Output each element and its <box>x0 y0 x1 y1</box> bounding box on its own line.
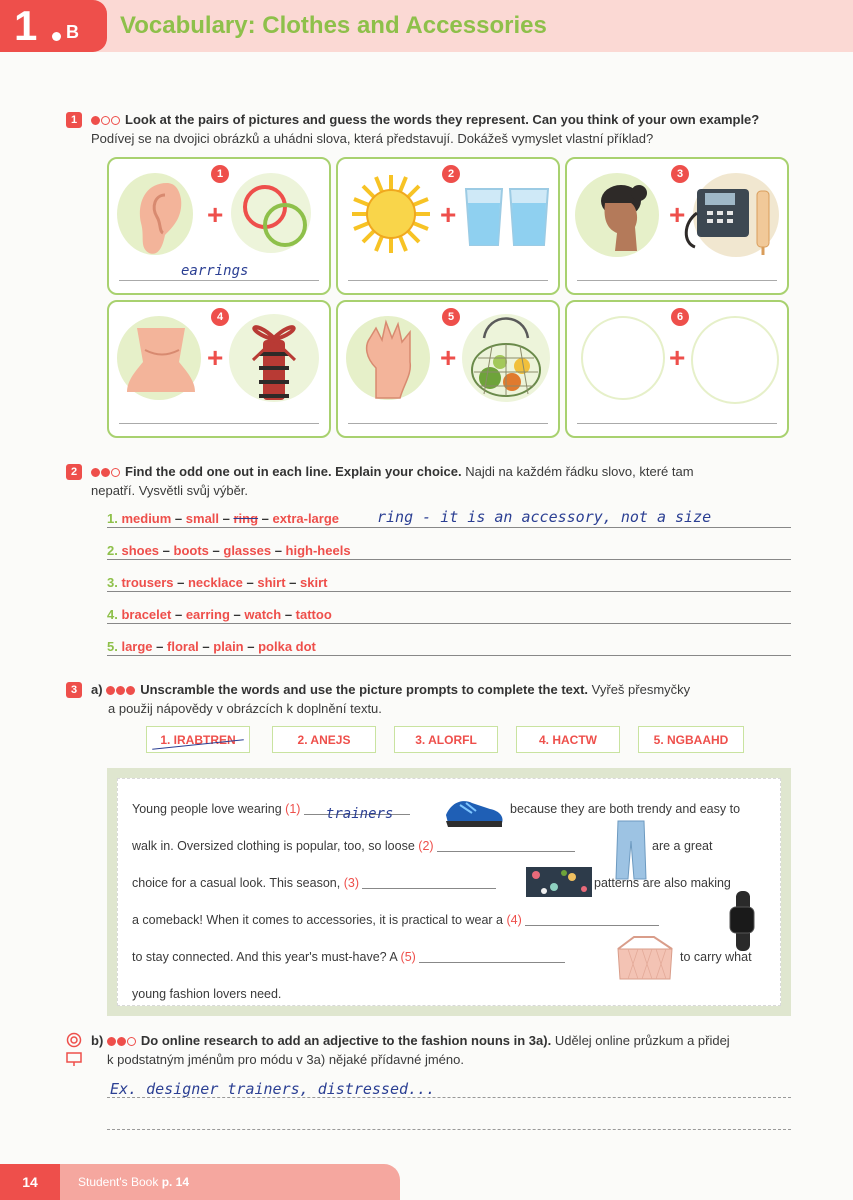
plus-icon: + <box>669 342 686 373</box>
telephone-icon <box>683 183 787 257</box>
exercise-2-instruction-en: Find the odd one out in each line. Explain your choice. <box>125 464 462 479</box>
floral-fabric-icon <box>526 867 592 897</box>
scrambled-word-1: 1. IRABTREN <box>146 726 250 753</box>
gap-5 <box>419 962 565 963</box>
word-option: trousers <box>121 575 174 590</box>
word-option: watch <box>244 607 282 622</box>
answer-line <box>348 280 548 281</box>
online-research-icon <box>66 1032 82 1048</box>
difficulty-dots <box>106 680 136 699</box>
cell-number: 2 <box>442 165 460 183</box>
odd-one-out-line <box>107 639 791 659</box>
text-line-4: a comeback! When it comes to accessories, it is practical to wear a (4) <box>132 913 659 927</box>
line-number: 2. <box>107 543 122 558</box>
odd-one-out-line <box>107 543 791 563</box>
answer-line <box>119 423 319 424</box>
exercise-3a-instruction <box>91 680 781 718</box>
plus-icon: + <box>440 199 457 230</box>
exercise-3b-instruction-en: Do online research to add an adjective to the fashion nouns in 3a). <box>140 1033 552 1048</box>
word-option: glasses <box>223 543 272 558</box>
exercise-2-instruction-cz-2: nepatří. Vysvětli svůj výběr. <box>91 483 249 498</box>
exercise-1-number: 1 <box>66 112 82 128</box>
word-option: high-heels <box>285 543 351 558</box>
cell-answer: earrings <box>181 263 249 279</box>
picture-cell-2 <box>336 157 560 295</box>
word-option: shoes <box>121 543 160 558</box>
exercise-2-instruction-cz: Najdi na každém řádku slovo, které tam <box>465 464 694 479</box>
text-line-1-end: because they are both trendy and easy to <box>510 802 741 816</box>
text-line-3: choice for a casual look. This season, (3) <box>132 876 496 890</box>
exercise-3a-instruction-cz: Vyřeš přesmyčky <box>591 682 691 697</box>
neck-icon <box>123 322 199 398</box>
picture-cell-4 <box>107 300 331 438</box>
gap-1 <box>304 806 410 822</box>
rings-icon <box>235 175 315 255</box>
sun-icon <box>348 171 434 257</box>
line-number: 4. <box>107 607 122 622</box>
answer-line-2 <box>107 1129 791 1130</box>
word-option: large <box>121 639 153 654</box>
word-set: 3. trousers – necklace – shirt – skirt <box>107 575 330 590</box>
glasses-of-water-icon <box>462 183 554 253</box>
unit-letter: B <box>66 22 79 42</box>
line-number: 1. <box>107 511 122 526</box>
scrambled-word-3: 3. ALORFL <box>394 726 498 753</box>
empty-circle-right <box>691 316 779 404</box>
word-set: 4. bracelet – earring – watch – tattoo <box>107 607 335 622</box>
exercise-3b-instruction-cz-2: k podstatným jménům pro módu v 3a) nějaké přídavné jméno. <box>107 1052 464 1067</box>
word-set: 5. large – floral – plain – polka dot <box>107 639 319 654</box>
handbag-icon <box>614 933 676 983</box>
exercise-3b-instruction-cz: Udělej online průzkum a přidej <box>554 1033 730 1048</box>
exercise-3b-answer: Ex. designer trainers, distressed... <box>110 1080 436 1098</box>
word-set: 1. medium – small – ring – extra-large <box>107 511 342 526</box>
exercise-1-instruction-cz: Podívej se na dvojici obrázků a uhádni slova, která představují. Dokážeš vymyslet vlastní příklad? <box>91 131 654 146</box>
hand-icon <box>356 318 426 400</box>
exercise-3-number: 3 <box>66 682 82 698</box>
plus-icon: + <box>207 199 224 230</box>
word-option: floral <box>167 639 199 654</box>
page-title: Vocabulary: Clothes and Accessories <box>120 12 547 39</box>
answer-line <box>107 559 791 560</box>
cell-number: 3 <box>671 165 689 183</box>
head-icon <box>581 179 657 255</box>
line-number: 3. <box>107 575 122 590</box>
line-answer: ring - it is an accessory, not a size <box>377 508 712 526</box>
text-line-6: young fashion lovers need. <box>132 987 282 1001</box>
picture-cell-3 <box>565 157 789 295</box>
students-book-reference: Student's Book p. 14 <box>78 1175 190 1189</box>
gap-fill-text <box>117 778 781 1006</box>
word-option: plain <box>213 639 244 654</box>
line-number: 5. <box>107 639 122 654</box>
string-bag-icon <box>464 308 548 402</box>
word-option: extra-large <box>272 511 340 526</box>
text-line-3-end: patterns are also making <box>594 876 731 890</box>
gap-3 <box>362 888 496 889</box>
answer-line <box>348 423 548 424</box>
text-line-5: to stay connected. And this year's must-have? A (5) <box>132 950 565 964</box>
cell-number: 6 <box>671 308 689 326</box>
gap-fill-text-frame <box>107 768 791 1016</box>
exercise-3b-instruction <box>91 1031 791 1069</box>
difficulty-dots <box>91 110 121 129</box>
word-option: shirt <box>257 575 286 590</box>
page-number: 14 <box>0 1164 60 1200</box>
exercise-3a-instruction-en: Unscramble the words and use the picture prompts to complete the text. <box>140 682 589 697</box>
answer-line <box>107 623 791 624</box>
word-option: ring <box>233 511 259 526</box>
exercise-3b-part: b) <box>91 1033 104 1048</box>
word-option: medium <box>121 511 172 526</box>
shoelace-icon <box>233 316 317 402</box>
exercise-2-number: 2 <box>66 464 82 480</box>
picture-cell-6 <box>565 300 789 438</box>
trainers-icon <box>442 791 506 831</box>
answer-line <box>577 423 777 424</box>
unit-number: 1 <box>14 2 38 49</box>
empty-circle-left <box>581 316 665 400</box>
cell-number: 5 <box>442 308 460 326</box>
word-option: necklace <box>187 575 243 590</box>
exercise-1-instruction <box>91 110 801 148</box>
picture-cell-1 <box>107 157 331 295</box>
smartwatch-icon <box>724 891 760 951</box>
answer-line <box>119 280 319 281</box>
text-line-2-end: are a great <box>652 839 713 853</box>
footer-band <box>0 1164 400 1200</box>
plus-icon: + <box>207 342 224 373</box>
picture-grid <box>107 157 791 441</box>
word-option: small <box>185 511 220 526</box>
gap-1-answer: trainers <box>325 806 394 822</box>
picture-cell-5 <box>336 300 560 438</box>
exercise-1-instruction-en: Look at the pairs of pictures and guess the words they represent. Can you think of your own example? <box>125 112 760 127</box>
difficulty-dots <box>107 1031 137 1050</box>
text-line-5-end: to carry what <box>680 950 752 964</box>
jeans-icon <box>614 819 648 883</box>
word-option: earring <box>185 607 230 622</box>
scrambled-word-2: 2. ANEJS <box>272 726 376 753</box>
answer-line-1 <box>107 1097 791 1098</box>
ear-icon <box>129 177 189 257</box>
odd-one-out-line <box>107 575 791 595</box>
word-option: tattoo <box>295 607 332 622</box>
plus-icon: + <box>669 199 686 230</box>
presentation-icon <box>66 1051 82 1067</box>
gap-2 <box>437 851 575 852</box>
odd-one-out-line <box>107 508 791 531</box>
scrambled-word-5: 5. NGBAAHD <box>638 726 744 753</box>
cell-number: 1 <box>211 165 229 183</box>
answer-line <box>107 527 791 528</box>
word-set: 2. shoes – boots – glasses – high-heels <box>107 543 354 558</box>
plus-icon: + <box>440 342 457 373</box>
unit-dot <box>52 32 61 41</box>
word-option: boots <box>173 543 209 558</box>
exercise-3a-instruction-cz-2: a použij nápovědy v obrázcích k doplnění textu. <box>108 701 382 716</box>
answer-line <box>577 280 777 281</box>
word-option: bracelet <box>121 607 172 622</box>
word-option: polka dot <box>258 639 316 654</box>
gap-4 <box>525 925 659 926</box>
answer-line <box>107 591 791 592</box>
exercise-3a-part: a) <box>91 682 103 697</box>
difficulty-dots <box>91 462 121 481</box>
word-option: skirt <box>300 575 328 590</box>
text-line-1: Young people love wearing (1) trainers <box>132 802 410 816</box>
odd-one-out-line <box>107 607 791 627</box>
cell-number: 4 <box>211 308 229 326</box>
scrambled-word-4: 4. HACTW <box>516 726 620 753</box>
answer-line <box>107 655 791 656</box>
unit-tab <box>0 0 107 52</box>
exercise-2-instruction <box>91 462 781 500</box>
text-line-2: walk in. Oversized clothing is popular, too, so loose (2) <box>132 839 575 853</box>
